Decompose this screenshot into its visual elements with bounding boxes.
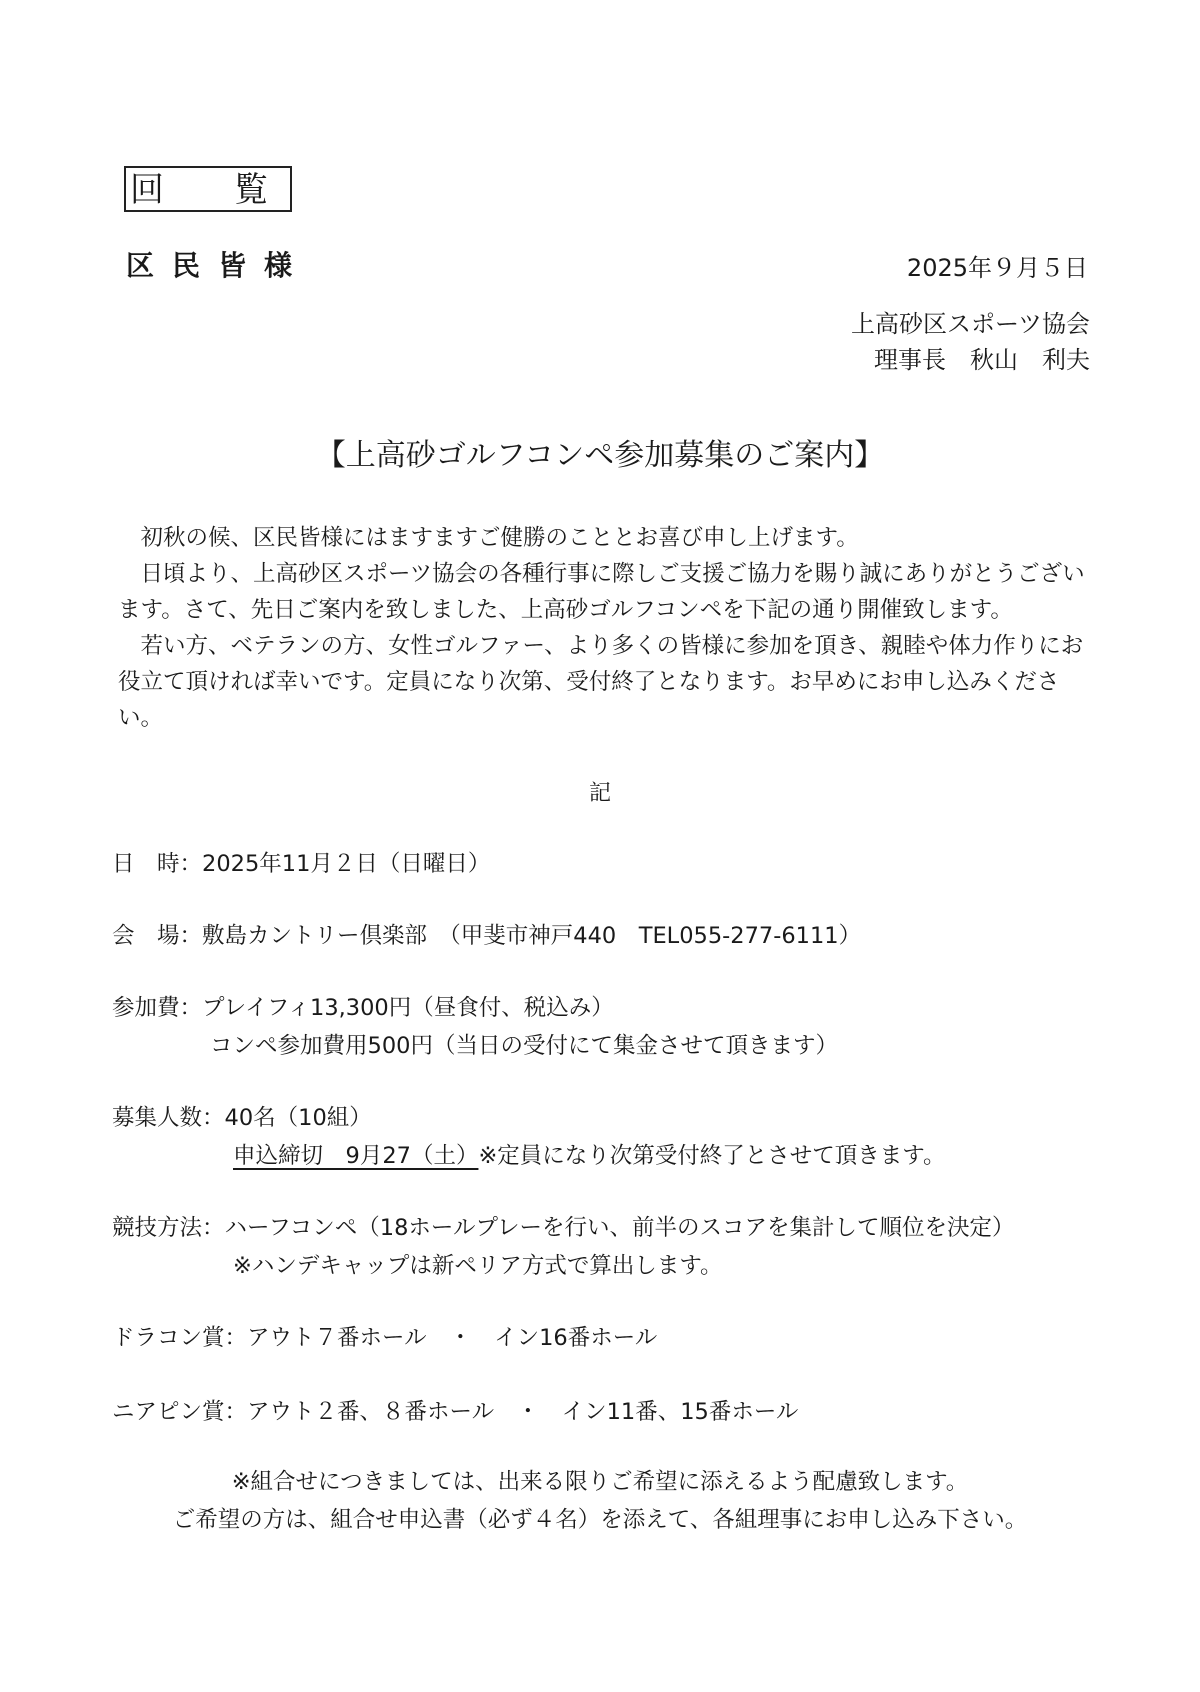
method-value: ハーフコンペ（18ホールプレーを行い、前半のスコアを集計して順位を決定） [224, 1215, 1015, 1241]
capacity-label: 募集人数： [112, 1105, 225, 1131]
circulation-stamp: 回 覧 [124, 166, 292, 212]
addressee: 区民皆様 [126, 249, 311, 282]
detail-capacity [112, 1100, 372, 1136]
longdrive-value: アウト７番ホール ・ イン16番ホール [247, 1325, 658, 1351]
issue-date: 2025年９月５日 [906, 254, 1088, 282]
body-paragraph-invitation: 若い方、ベテランの方、女性ゴルファー、より多くの皆様に参加を頂き、親睦や体力作りにお役立て頂ければ幸いです。定員になり次第、受付終了となります。お早めにお申し込みください。 [118, 633, 1084, 731]
detail-nearpin [112, 1394, 798, 1430]
method-label: 競技方法： [112, 1215, 225, 1241]
body-text [118, 520, 1098, 736]
detail-datetime [112, 846, 490, 882]
nearpin-value: アウト２番、８番ホール ・ イン11番、15番ホール [247, 1399, 799, 1425]
document-title: 【上高砂ゴルフコンペ参加募集のご案内】 [315, 438, 885, 473]
footer-note-2: ご希望の方は、組合せ申込書（必ず４名）を添えて、各組理事にお申し込み下さい。 [172, 1507, 1028, 1533]
fee-label: 参加費： [112, 995, 203, 1021]
nearpin-label: ニアピン賞： [112, 1399, 248, 1425]
detail-method [112, 1210, 1015, 1246]
body-paragraph-thanks: 日頃より、上高砂区スポーツ協会の各種行事に際しご支援ご協力を賜り誠にありがとうございます。さて、先日ご案内を致しました、上高砂ゴルフコンペを下記の通り開催致します。 [118, 561, 1085, 623]
fee-value-comp: コンペ参加費用500円（当日の受付にて集金させて頂きます） [210, 1033, 838, 1059]
venue-value: 敷島カントリー倶楽部 （甲斐市神戸440 TEL055-277-6111） [202, 923, 862, 949]
fee-value-play: プレイフィ13,300円（昼食付、税込み） [202, 995, 614, 1021]
sender-chair: 理事長 秋山 利夫 [874, 346, 1090, 374]
deadline-note: ※定員になり次第受付終了とさせて頂きます。 [478, 1143, 946, 1169]
detail-fee [112, 990, 614, 1026]
ki-heading: 記 [588, 781, 611, 806]
longdrive-label: ドラコン賞： [112, 1325, 248, 1351]
sender-organization: 上高砂区スポーツ協会 [850, 310, 1090, 338]
footer-note-1: ※組合せにつきましては、出来る限りご希望に添えるよう配慮致します。 [231, 1469, 969, 1495]
method-note: ※ハンデキャップは新ペリア方式で算出します。 [233, 1253, 723, 1279]
body-paragraph-greeting: 初秋の候、区民皆様にはますますご健勝のこととお喜び申し上げます。 [140, 525, 859, 551]
datetime-value: 2025年11月２日（日曜日） [202, 851, 491, 877]
capacity-value: 40名（10組） [224, 1105, 372, 1131]
detail-longdrive [112, 1320, 657, 1356]
datetime-label: 日 時： [112, 851, 203, 877]
detail-venue [112, 918, 861, 954]
deadline-underlined: 申込締切 9月27（土） [233, 1143, 479, 1169]
deadline-line [233, 1138, 946, 1174]
venue-label: 会 場： [112, 923, 203, 949]
